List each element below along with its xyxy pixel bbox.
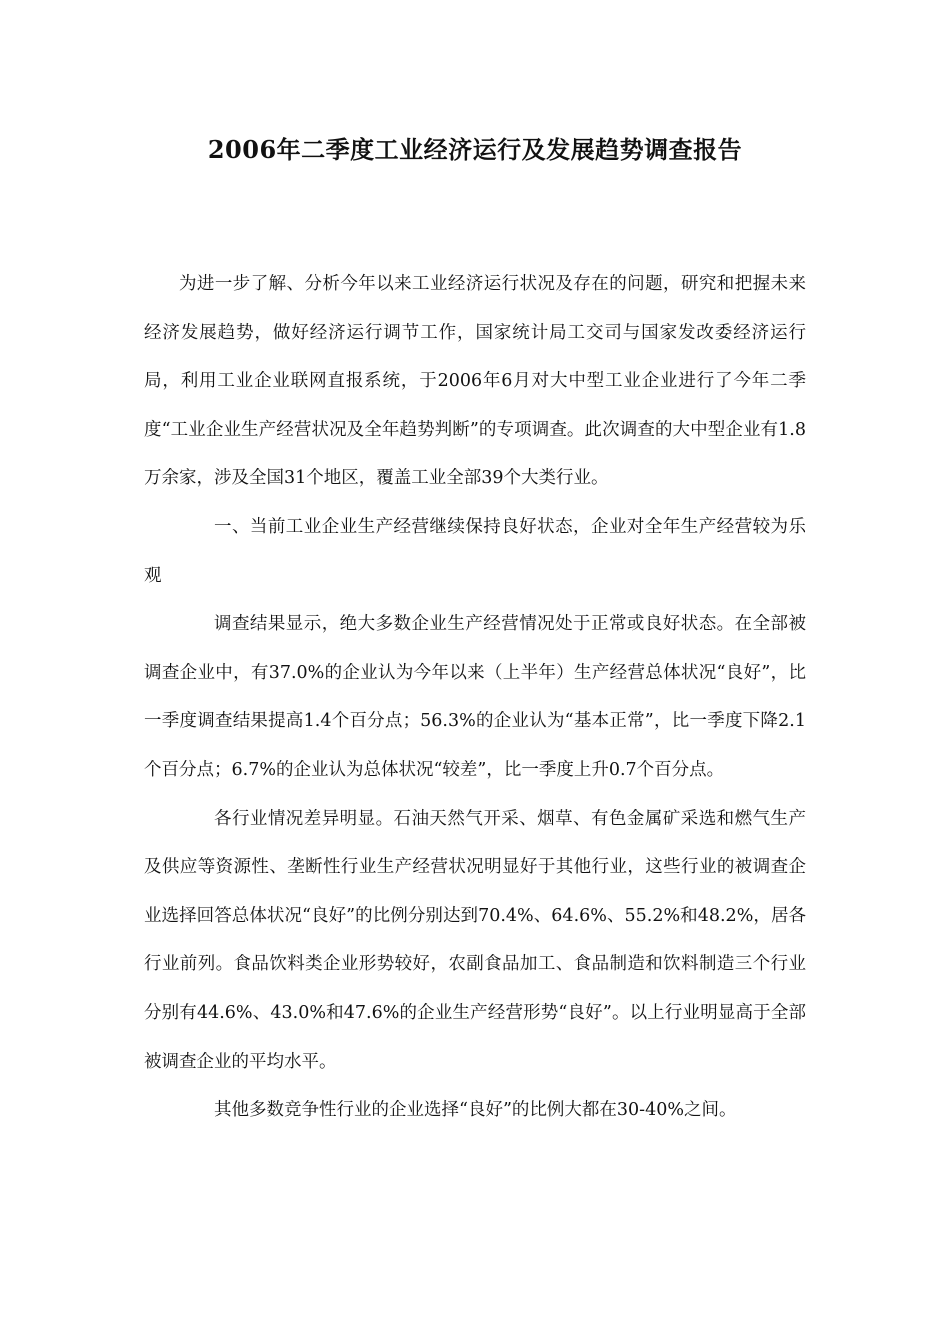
paragraph-competitive-industries: 其他多数竞争性行业的企业选择“良好”的比例大都在30-40%之间。 (214, 1100, 737, 1121)
document-title: 2006年二季度工业经济运行及发展趋势调查报告 (207, 135, 743, 164)
paragraph-survey-results: 调查结果显示，绝大多数企业生产经营情况处于正常或良好状态。在全部被调查企业中，有37.0%的企业认为今年以来（上半年）生产经营总体状况“良好”，比一季度调查结果提高1.4个百分点；56.3%的企业认为“基本正常”，比一季度下降2.1个百分点；6.7%的企业认为总体状况“较差”，比一季度上升0.7个百分点。 (144, 614, 806, 780)
paragraph-industry-differences: 各行业情况差异明显。石油天然气开采、烟草、有色金属矿采选和燃气生产及供应等资源性、垄断性行业生产经营状况明显好于其他行业，这些行业的被调查企业选择回答总体状况“良好”的比例分别达到70.4%、64.6%、55.2%和48.2%，居各行业前列。食品饮料类企业形势较好，农副食品加工、食品制造和饮料制造三个行业分别有44.6%、43.0%和47.6%的企业生产经营形势“良好”。以上行业明显高于全部被调查企业的平均水平。 (144, 808, 806, 1072)
paragraph-intro: 为进一步了解、分析今年以来工业经济运行状况及存在的问题，研究和把握未来经济发展趋势，做好经济运行调节工作，国家统计局工交司与国家发改委经济运行局，利用工业企业联网直报系统，于2006年6月对大中型工业企业进行了今年二季度“工业企业生产经营状况及全年趋势判断”的专项调查。此次调查的大中型企业有1.8万余家，涉及全国31个地区，覆盖工业全部39个大类行业。 (144, 274, 806, 489)
document-body (144, 260, 806, 1135)
section-heading-1: 一、当前工业企业生产经营继续保持良好状态，企业对全年生产经营较为乐观 (144, 516, 806, 586)
